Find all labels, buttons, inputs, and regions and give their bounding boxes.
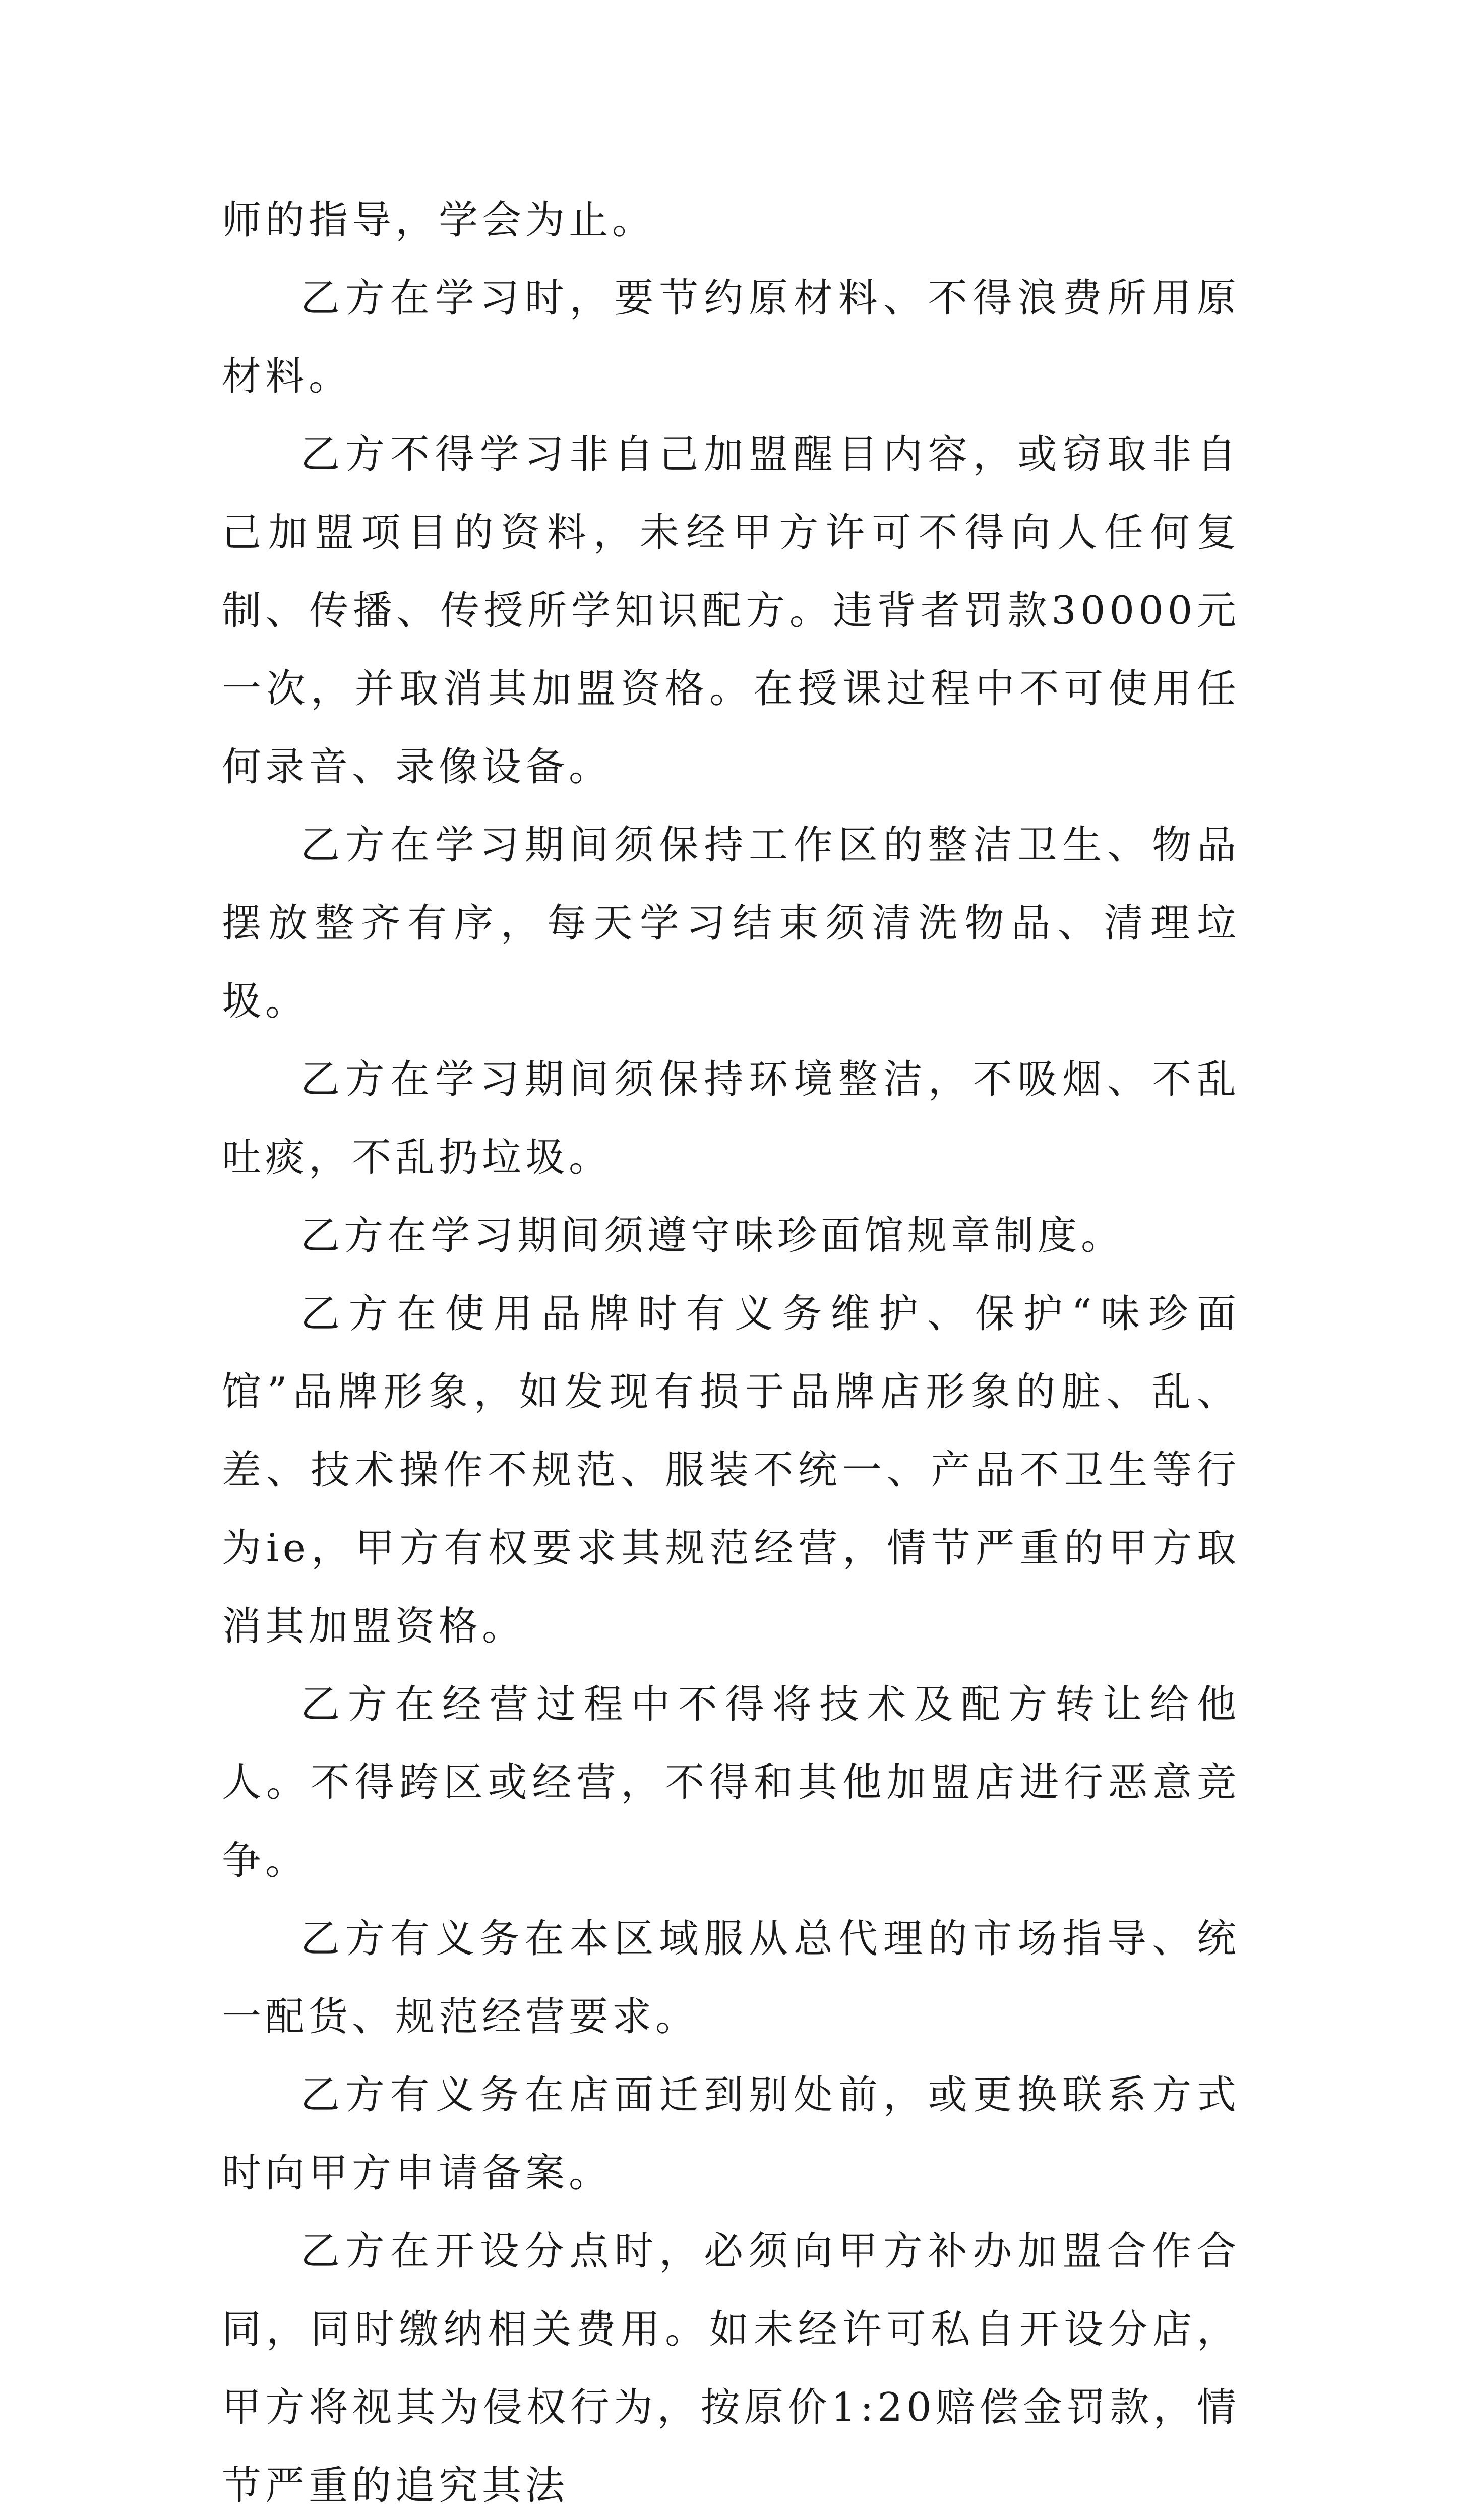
paragraph-1: 师的指导，学会为止。 [222,198,656,243]
paragraph-4: 乙方在学习期间须保持工作区的整洁卫生、物品摆放整齐有序，每天学习结束须清洗物品、清理垃圾。 [222,823,1240,1024]
paragraph-5: 乙方在学习期间须保持环境整洁，不吸烟、不乱吐痰，不乱扔垃圾。 [222,1057,1240,1180]
paragraph-6: 乙方在学习期间须遵守味珍面馆规章制度。 [300,1213,1125,1258]
document-body [222,181,1240,2520]
paragraph-11: 乙方在开设分点时，必须向甲方补办加盟合作合同，同时缴纳相关费用。如未经许可私自开设分店，甲方将视其为侵权行为，按原价1:20赔偿金罚款，情节严重的追究其法 [222,2229,1240,2508]
paragraph-8: 乙方在经营过程中不得将技术及配方转让给他人。不得跨区或经营，不得和其他加盟店进行恶意竞争。 [222,1682,1240,1883]
paragraph-10: 乙方有义务在店面迁到别处前，或更换联系方式时向甲方申请备案。 [222,2072,1240,2196]
paragraph-9: 乙方有义务在本区域服从总代理的市场指导、统一配货、规范经营要求。 [222,1916,1240,2040]
paragraph-2: 乙方在学习时，要节约原材料、不得浪费所用原材料。 [222,276,1240,399]
paragraph-3: 乙方不得学习非自己加盟醒目内容，或窃取非自己加盟项目的资料，未经甲方许可不得向人任何复制、传播、传授所学知识配方。违背者罚款30000元一次，并取消其加盟资格。在授课过程中不可使用任何录音、录像设备。 [222,432,1240,790]
paragraph-7: 乙方在使用品牌时有义务维护、保护“味珍面馆”品牌形象，如发现有损于品牌店形象的脏、乱、差、技术操作不规范、服装不统一、产品不卫生等行为ie，甲方有权要求其规范经营，情节严重的甲方取消其加盟资格。 [222,1291,1240,1649]
